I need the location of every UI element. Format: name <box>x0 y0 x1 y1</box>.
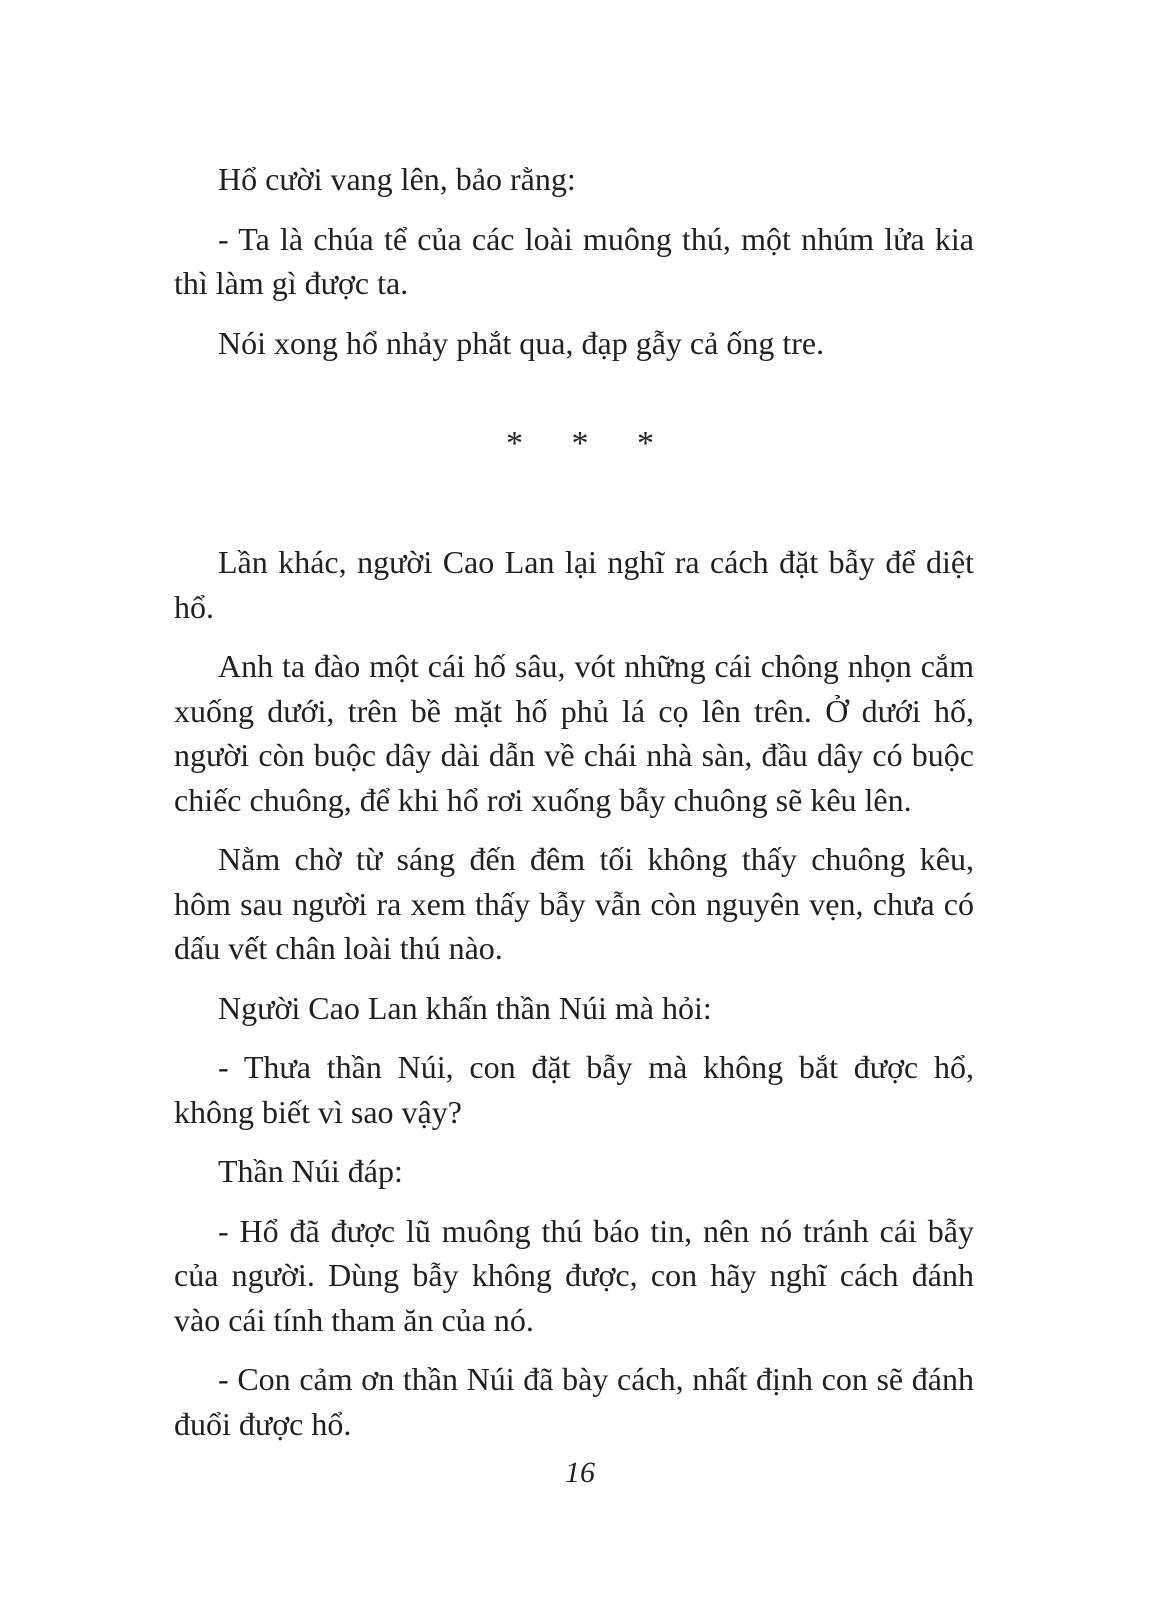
paragraph: Nói xong hổ nhảy phắt qua, đạp gẫy cả ống tre. <box>218 324 825 361</box>
paragraph: - Hổ đã được lũ muông thú báo tin, nên nó tránh cái bẫy của người. Dùng bẫy không được, con hãy nghĩ cách đánh vào cái tính tham ăn của nó. <box>174 1212 974 1338</box>
paragraph: Thần Núi đáp: <box>218 1153 403 1189</box>
section-separator: * * * <box>506 425 674 462</box>
paragraph: Lần khác, người Cao Lan lại nghĩ ra cách đặt bẫy để diệt hổ. <box>174 544 974 625</box>
paragraph: Nằm chờ từ sáng đến đêm tối không thấy chuông kêu, hôm sau người ra xem thấy bẫy vẫn còn nguyên vẹn, chưa có dấu vết chân loài thú nào. <box>174 841 974 966</box>
paragraph: Anh ta đào một cái hố sâu, vót những cái chông nhọn cắm xuống dưới, trên bề mặt hố phủ lá cọ lên trên. Ở dưới hố, người còn buộc dây dài dẫn về chái nhà sàn, đầu dây có buộc chiếc chuông, để khi hổ rơi xuống bẫy chuông sẽ kêu lên. <box>174 648 974 818</box>
paragraph: - Ta là chúa tể của các loài muông thú, một nhúm lửa kia thì làm gì được ta. <box>174 220 974 301</box>
paragraph: - Con cảm ơn thần Núi đã bày cách, nhất định con sẽ đánh đuổi được hổ. <box>174 1361 974 1442</box>
paragraph: Người Cao Lan khấn thần Núi mà hỏi: <box>218 989 712 1026</box>
paragraph: - Thưa thần Núi, con đặt bẫy mà không bắt được hổ, không biết vì sao vậy? <box>174 1049 974 1130</box>
paragraph: Hổ cười vang lên, bảo rằng: <box>218 161 576 197</box>
page-number: 16 <box>565 1456 595 1489</box>
text-section-one <box>174 157 974 380</box>
text-section-two <box>174 540 974 1461</box>
